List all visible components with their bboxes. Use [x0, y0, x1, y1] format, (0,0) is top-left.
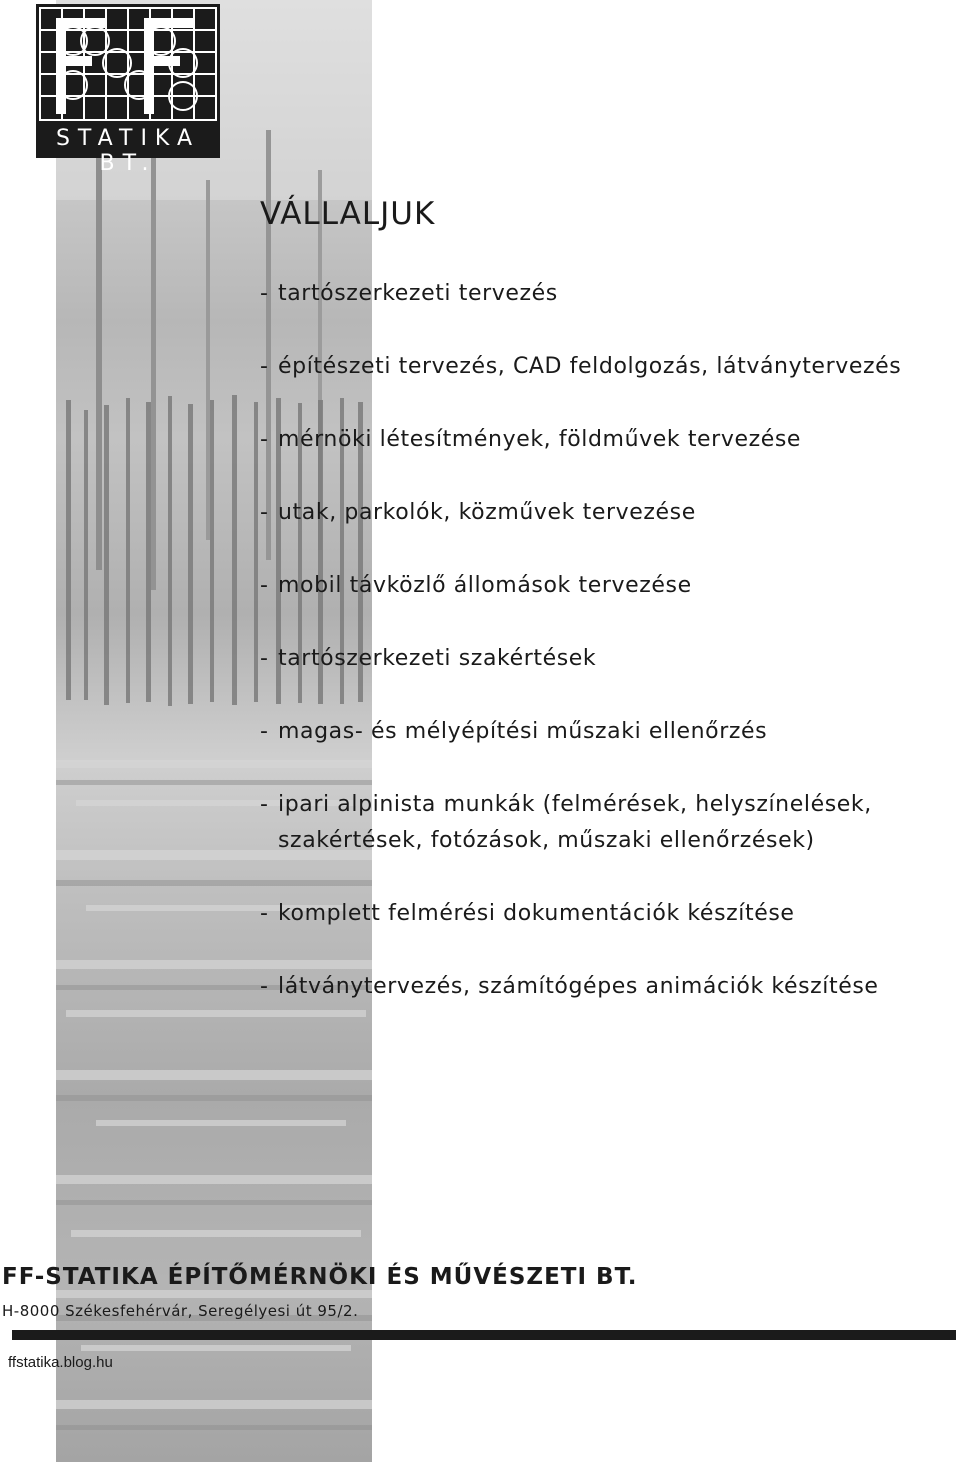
company-logo — [36, 4, 220, 176]
list-item — [260, 787, 950, 859]
list-dash: - — [260, 427, 269, 452]
list-item-text: tartószerkezeti tervezés — [278, 281, 558, 306]
website-link[interactable]: ffstatika.blog.hu — [8, 1354, 113, 1371]
company-address: H-8000 Székesfehérvár, Seregélyesi út 95/2. — [2, 1302, 359, 1320]
list-item — [260, 969, 950, 1005]
list-item-text: látványtervezés, számítógépes animációk készítése — [278, 974, 879, 999]
list-dash: - — [260, 792, 269, 817]
list-item-text: ipari alpinista munkák (felmérések, helyszínelések, szakértések, fotózások, műszaki ellenőrzések) — [278, 792, 872, 853]
list-item — [260, 422, 950, 458]
list-item-text: mérnöki létesítmények, földművek tervezése — [278, 427, 802, 452]
list-dash: - — [260, 646, 269, 671]
list-item — [260, 714, 950, 750]
services-list — [260, 276, 950, 1042]
list-item — [260, 641, 950, 677]
list-item — [260, 349, 950, 385]
list-dash: - — [260, 573, 269, 598]
list-item — [260, 495, 950, 531]
list-dash: - — [260, 719, 269, 744]
list-dash: - — [260, 974, 269, 999]
list-dash: - — [260, 354, 269, 379]
list-item — [260, 568, 950, 604]
list-item-text: tartószerkezeti szakértések — [278, 646, 597, 671]
list-dash: - — [260, 901, 269, 926]
list-item — [260, 276, 950, 312]
list-item-text: komplett felmérési dokumentációk készítése — [278, 901, 795, 926]
logo-text: STATIKA BT. — [55, 126, 201, 176]
list-dash: - — [260, 500, 269, 525]
list-item-text: magas- és mélyépítési műszaki ellenőrzés — [278, 719, 768, 744]
page-title: VÁLLALJUK — [260, 196, 436, 232]
company-name: FF-STATIKA ÉPÍTŐMÉRNÖKI ÉS MŰVÉSZETI BT. — [2, 1264, 638, 1290]
list-item-text: építészeti tervezés, CAD feldolgozás, látványtervezés — [278, 354, 902, 379]
footer-divider — [12, 1330, 956, 1340]
list-item-text: mobil távközlő állomások tervezése — [278, 573, 692, 598]
list-item — [260, 896, 950, 932]
list-dash: - — [260, 281, 269, 306]
list-item-text: utak, parkolók, közművek tervezése — [278, 500, 696, 525]
